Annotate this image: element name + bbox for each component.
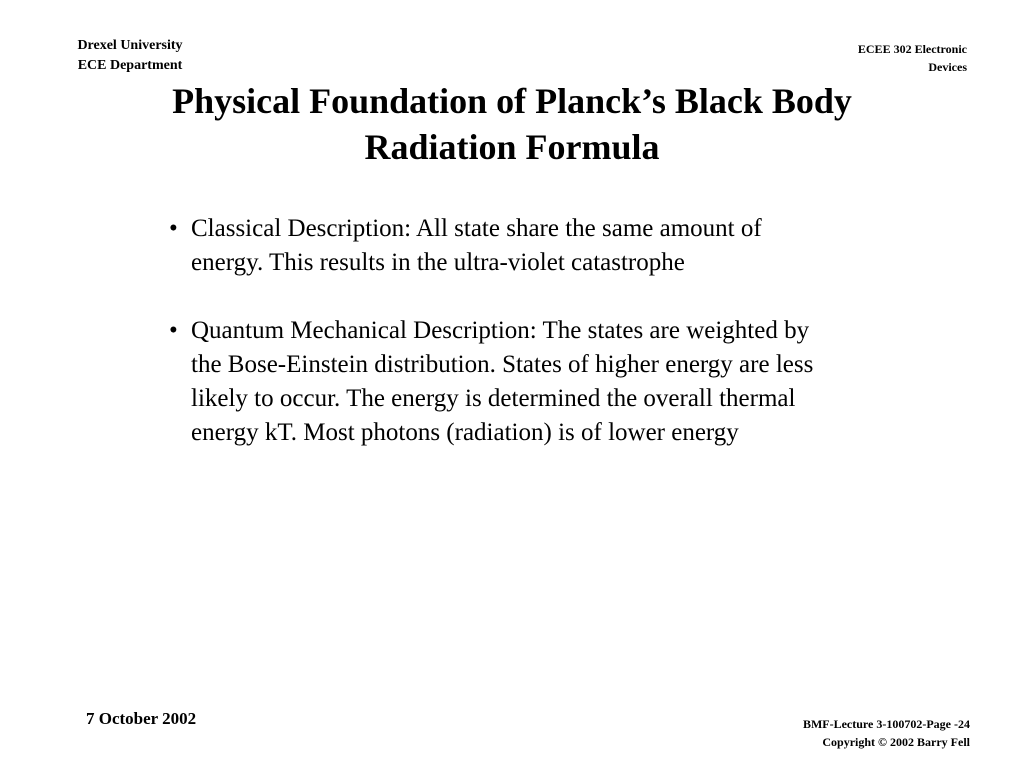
bullet-text-line: likely to occur. The energy is determined the overall thermal (191, 385, 796, 412)
institution-name: Drexel University (77, 38, 183, 53)
bullet-list (165, 212, 925, 484)
header-course (787, 40, 967, 76)
bullet-text-line: the Bose-Einstein distribution. States of higher energy are less (191, 351, 814, 378)
bullet-text-line: Classical Description: All state share the same amount of (191, 215, 762, 242)
page-reference: BMF-Lecture 3-100702-Page -24 (802, 717, 970, 731)
footer-date: 7 October 2002 (86, 709, 197, 728)
bullet-dot-icon: • (169, 215, 178, 242)
bullet-dot-icon: • (169, 317, 178, 344)
bullet-quantum (165, 314, 925, 450)
bullet-text-line: energy kT. Most photons (radiation) is of lower energy (191, 419, 739, 446)
slide-title (0, 78, 1024, 170)
bullet-text-line: Quantum Mechanical Description: The states are weighted by (191, 317, 810, 344)
department-name: ECE Department (77, 58, 183, 73)
bullet-classical (165, 212, 925, 280)
copyright-notice: Copyright © 2002 Barry Fell (822, 735, 970, 749)
slide-title-line-1: Physical Foundation of Planck’s Black Body (172, 81, 852, 121)
course-name-line-1: ECEE 302 Electronic (857, 42, 967, 56)
footer-credits (650, 715, 970, 751)
slide-title-line-2: Radiation Formula (364, 127, 660, 167)
header-institution (40, 36, 220, 76)
bullet-text-line: energy. This results in the ultra-violet catastrophe (191, 249, 685, 276)
course-name-line-2: Devices (928, 60, 967, 74)
